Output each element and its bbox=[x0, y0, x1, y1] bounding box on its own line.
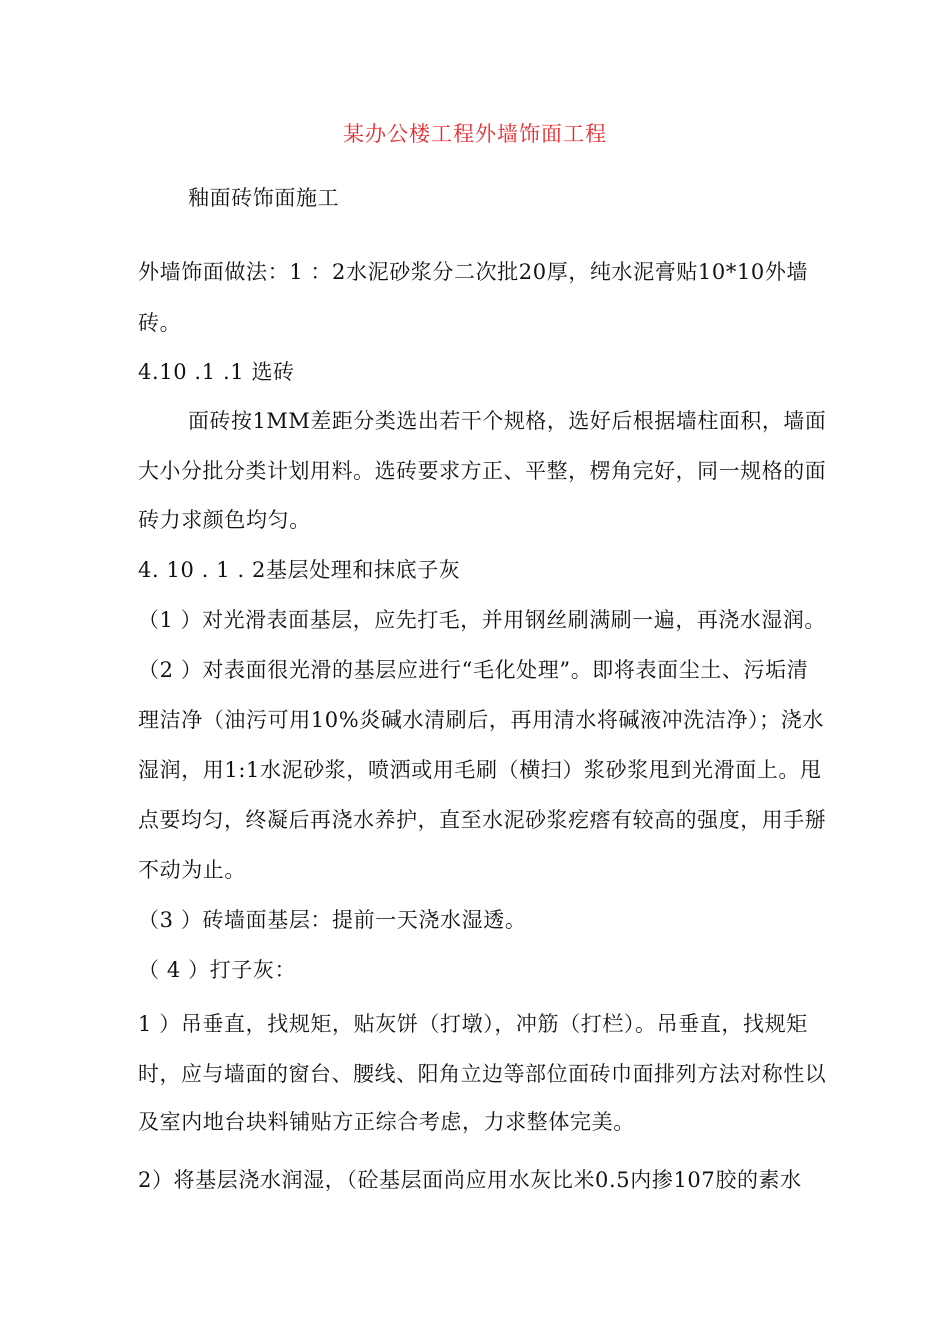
paragraph-line: 理洁净（油污可用10%炎碱水清刷后，再用清水将碱液冲洗洁净）；浇水 bbox=[138, 708, 824, 732]
subsection-heading: 4. 10 . 1 . 2基层处理和抹底子灰 bbox=[138, 558, 461, 582]
paragraph-line: 砖力求颜色均匀。 bbox=[138, 508, 311, 532]
paragraph-line: 面砖按1MM差距分类选出若干个规格，选好后根据墙柱面积，墙面 bbox=[188, 409, 827, 433]
list-item: （3 ）砖墙面基层：提前一天浇水湿透。 bbox=[138, 908, 527, 932]
document-title: 某办公楼工程外墙饰面工程 bbox=[343, 122, 607, 146]
list-item: 2）将基层浇水润湿，（砼基层面尚应用水灰比米0.5内掺107胶的素水 bbox=[138, 1168, 802, 1192]
paragraph-line: 大小分批分类计划用料。选砖要求方正、平整，楞角完好，同一规格的面 bbox=[138, 459, 827, 483]
paragraph-line: 及室内地台块料铺贴方正综合考虑，力求整体完美。 bbox=[138, 1110, 635, 1134]
list-item: （ 4 ）打子灰： bbox=[138, 958, 297, 982]
paragraph-line: 时，应与墙面的窗台、腰线、阳角立边等部位面砖巾面排列方法对称性以 bbox=[138, 1062, 827, 1086]
list-item: （2 ）对表面很光滑的基层应进行“毛化处理”。即将表面尘土、污垢清 bbox=[138, 658, 809, 682]
subsection-heading: 4.10 .1 .1 选砖 bbox=[138, 360, 295, 384]
paragraph-line: 外墙饰面做法：1 ：2水泥砂浆分二次批20厚，纯水泥膏贴10*10外墙 bbox=[138, 260, 809, 284]
paragraph-line: 点要均匀，终凝后再浇水养护，直至水泥砂浆疙瘩有较高的强度，用手掰 bbox=[138, 808, 827, 832]
paragraph-line: 不动为止。 bbox=[138, 858, 246, 882]
paragraph-line: 湿润，用1:1水泥砂浆，喷洒或用毛刷（横扫）浆砂浆甩到光滑面上。甩 bbox=[138, 758, 822, 782]
list-item: （1 ）对光滑表面基层，应先打毛，并用钢丝刷满刷一遍，再浇水湿润。 bbox=[138, 608, 826, 632]
section-heading: 釉面砖饰面施工 bbox=[188, 186, 340, 210]
list-item: 1 ）吊垂直，找规矩，贴灰饼（打墩），冲筋（打栏）。吊垂直，找规矩 bbox=[138, 1012, 808, 1036]
paragraph-line: 砖。 bbox=[138, 311, 182, 335]
